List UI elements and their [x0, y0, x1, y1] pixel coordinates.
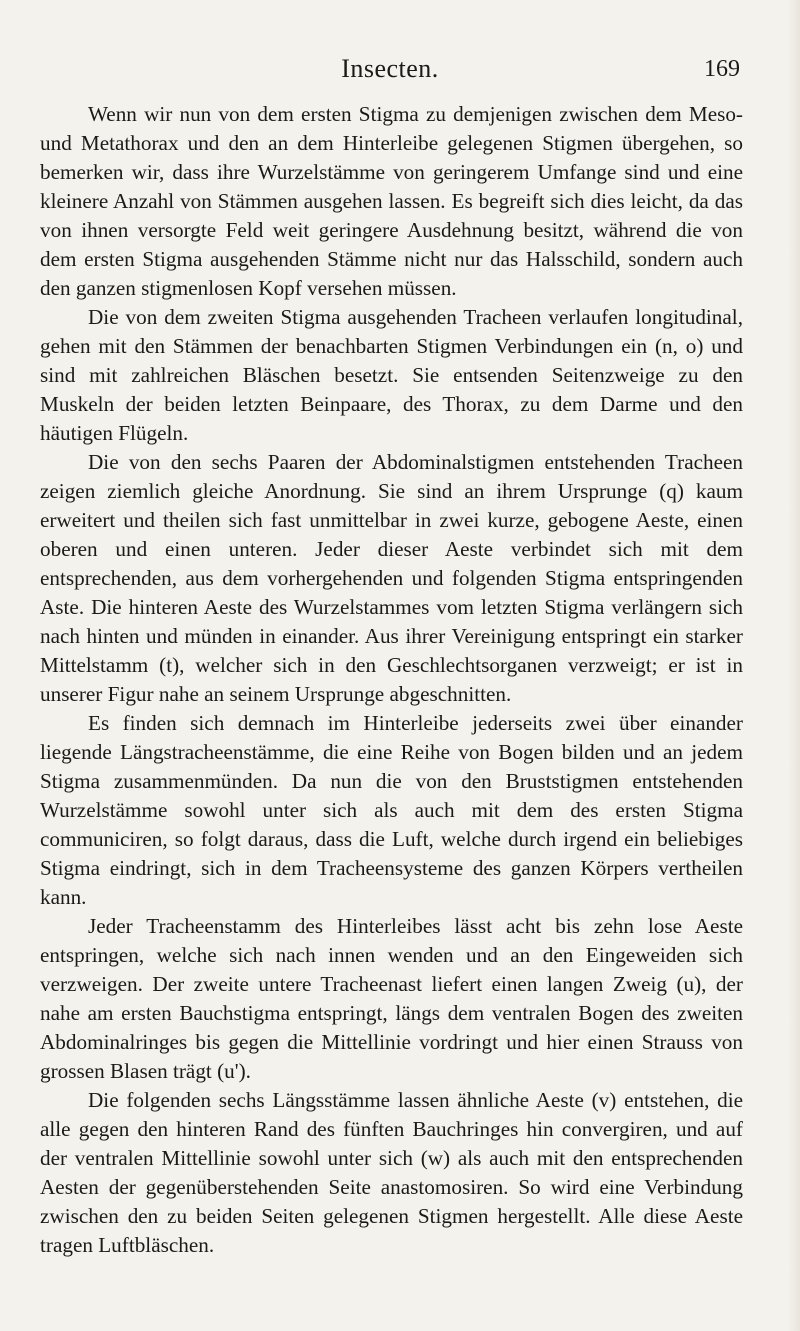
page-header [40, 54, 740, 94]
paragraph: Die von den sechs Paaren der Abdominalstigmen entstehenden Tracheen zeigen ziemlich gleiche Anordnung. Sie sind an ihrem Ursprunge (q) kaum erweitert und theilen sich fast unmittelbar in zwei kurze, gebogene Aeste, einen oberen und einen unteren. Jeder dieser Aeste verbindet sich mit dem entsprechenden, aus dem vorhergehenden und folgenden Stigma entspringenden Aste. Die hinteren Aeste des Wurzelstammes vom letzten Stigma verlängern sich nach hinten und münden in einander. Aus ihrer Vereinigung entspringt ein starker Mittelstamm (t), welcher sich in den Geschlechtsorganen verzweigt; er ist in unserer Figur nahe an seinem Ursprunge abgeschnitten. [40, 450, 743, 706]
page-edge-shadow [788, 0, 800, 1331]
paragraph: Wenn wir nun von dem ersten Stigma zu demjenigen zwischen dem Meso- und Metathorax und den an dem Hinterleibe gelegenen Stigmen übergehen, so bemerken wir, dass ihre Wurzelstämme von geringerem Umfange sind und eine kleinere Anzahl von Stämmen ausgehen lassen. Es begreift sich dies leicht, da das von ihnen versorgte Feld weit geringere Ausdehnung besitzt, während die von dem ersten Stigma ausgehenden Stämme nicht nur das Halsschild, sondern auch den ganzen stigmenlosen Kopf versehen müssen. [40, 102, 743, 300]
paragraph: Die folgenden sechs Längsstämme lassen ähnliche Aeste (v) entstehen, die alle gegen den hinteren Rand des fünften Bauchringes hin convergiren, und auf der ventralen Mittellinie sowohl unter sich (w) als auch mit den entsprechenden Aesten der gegenüberstehenden Seite anastomosiren. So wird eine Verbindung zwischen den zu beiden Seiten gelegenen Stigmen hergestellt. Alle diese Aeste tragen Luftbläschen. [40, 1088, 743, 1257]
paragraph: Die von dem zweiten Stigma ausgehenden Tracheen verlaufen longitudinal, gehen mit den Stämmen der benachbarten Stigmen Verbindungen ein (n, o) und sind mit zahlreichen Bläschen besetzt. Sie entsenden Seitenzweige zu den Muskeln der beiden letzten Beinpaare, des Thorax, zu dem Darme und den häutigen Flügeln. [40, 305, 743, 445]
paragraph: Jeder Tracheenstamm des Hinterleibes lässt acht bis zehn lose Aeste entspringen, welche sich nach innen wenden und an den Eingeweiden sich verzweigen. Der zweite untere Tracheenast liefert einen langen Zweig (u), der nahe am ersten Bauchstigma entspringt, längs dem ventralen Bogen des zweiten Abdominalringes bis gegen die Mittellinie vordringt und hier einen Strauss von grossen Blasen trägt (u'). [40, 914, 743, 1083]
running-title: Insecten. [341, 54, 439, 83]
paragraph: Es finden sich demnach im Hinterleibe jederseits zwei über einander liegende Längstracheenstämme, die eine Reihe von Bogen bilden und an jedem Stigma zusammenmünden. Da nun die von den Bruststigmen entstehenden Wurzelstämme sowohl unter sich als auch mit dem des ersten Stigma communiciren, so folgt daraus, dass die Luft, welche durch irgend ein beliebiges Stigma eindringt, sich in dem Tracheensysteme des ganzen Körpers vertheilen kann. [40, 711, 743, 909]
body-text [40, 100, 743, 1260]
page-number: 169 [704, 56, 740, 82]
